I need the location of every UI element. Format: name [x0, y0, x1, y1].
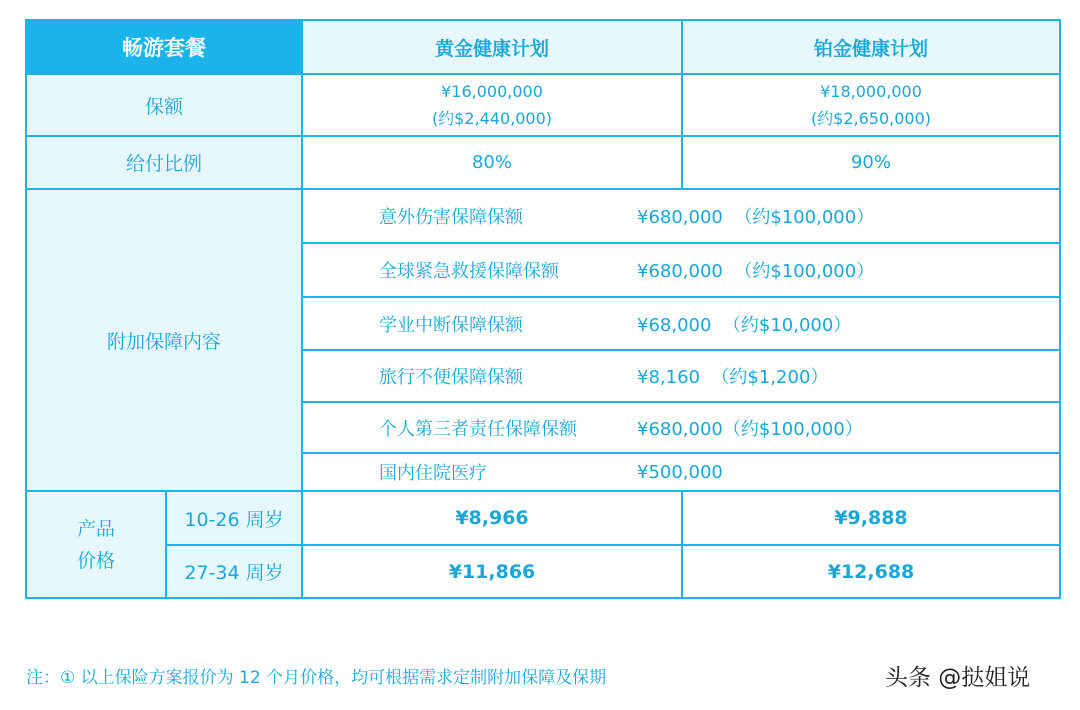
price-gold-cell	[301, 490, 683, 546]
addon-amount: ¥68,000 （约$10,000）	[637, 314, 852, 336]
watermark: 头条 @挞姐说	[885, 665, 1031, 691]
addon-row	[301, 296, 1061, 351]
addon-amount: ¥680,000（约$100,000）	[637, 418, 863, 440]
coverage-gold-cell	[301, 73, 683, 137]
addon-row	[301, 401, 1061, 454]
header-platinum-plan-label: 铂金健康计划	[813, 37, 928, 60]
payout-platinum: 90%	[850, 152, 891, 173]
payout-gold: 80%	[471, 152, 512, 173]
age-cell	[165, 544, 303, 599]
price-gold: ¥11,866	[448, 560, 536, 583]
age-label: 27-34 周岁	[184, 562, 284, 584]
price-label-line1: 产品	[76, 517, 115, 540]
price-platinum-cell	[681, 544, 1061, 599]
addon-row	[301, 242, 1061, 298]
payout-gold-cell	[301, 135, 683, 190]
coverage-gold-amount: ¥16,000,000	[441, 82, 543, 101]
coverage-label: 保额	[144, 95, 183, 118]
addon-name: 学业中断保障保额	[379, 314, 523, 336]
addon-amount: ¥500,000	[637, 461, 723, 483]
addon-name: 意外伤害保障保额	[379, 207, 523, 228]
addon-name: 全球紧急救援保障保额	[379, 261, 559, 282]
header-gold-plan-label: 黄金健康计划	[434, 37, 549, 60]
addon-amount: ¥680,000 （约$100,000）	[637, 207, 875, 228]
coverage-label-cell	[25, 73, 303, 137]
addon-row	[301, 188, 1061, 244]
footnote: 注：① 以上保险方案报价为 12 个月价格，均可根据需求定制附加保障及保期	[26, 668, 607, 688]
addons-label: 附加保障内容	[106, 330, 221, 353]
addon-row	[301, 452, 1061, 492]
addon-row	[301, 349, 1061, 403]
coverage-platinum-amount: ¥18,000,000	[820, 82, 922, 101]
payout-platinum-cell	[681, 135, 1061, 190]
price-label-line2: 价格	[76, 549, 115, 572]
payout-label: 给付比例	[125, 153, 202, 175]
coverage-gold-usd: (约$2,440,000)	[431, 109, 553, 128]
addon-name: 个人第三者责任保障保额	[379, 418, 577, 440]
price-gold: ¥8,966	[455, 507, 529, 529]
addon-amount: ¥680,000 （约$100,000）	[637, 261, 875, 282]
header-package	[25, 19, 303, 75]
addon-name: 旅行不便保障保额	[379, 367, 523, 388]
price-label-cell	[25, 490, 167, 599]
header-package-label: 畅游套餐	[122, 36, 206, 60]
payout-label-cell	[25, 135, 303, 190]
age-label: 10-26 周岁	[184, 508, 284, 531]
header-platinum-plan	[681, 19, 1061, 75]
price-platinum-cell	[681, 490, 1061, 546]
addons-label-cell	[25, 188, 303, 492]
coverage-platinum-cell	[681, 73, 1061, 137]
addon-name: 国内住院医疗	[379, 463, 487, 484]
price-platinum: ¥12,688	[827, 560, 915, 583]
price-gold-cell	[301, 544, 683, 599]
coverage-platinum-usd: (约$2,650,000)	[810, 109, 932, 128]
header-gold-plan	[301, 19, 683, 75]
age-cell	[165, 490, 303, 546]
addon-amount: ¥8,160 （约$1,200）	[637, 367, 829, 388]
price-platinum: ¥9,888	[834, 507, 908, 529]
